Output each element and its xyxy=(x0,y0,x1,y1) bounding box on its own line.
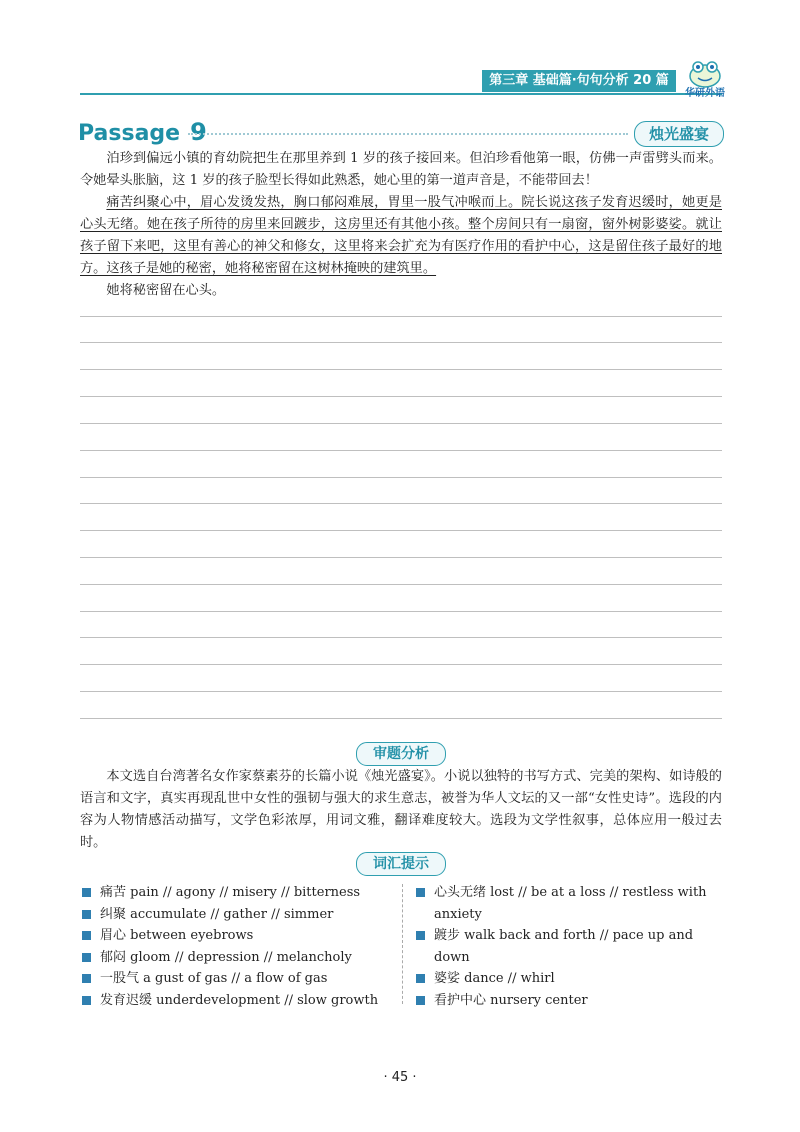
square-bullet-icon xyxy=(416,974,425,983)
writing-line[interactable] xyxy=(80,342,722,343)
writing-line[interactable] xyxy=(80,369,722,370)
square-bullet-icon xyxy=(416,888,425,897)
page-number: · 45 · xyxy=(383,1070,417,1085)
paragraph-2 xyxy=(80,192,722,280)
vocab-item: 婆娑 dance // whirl xyxy=(414,968,724,990)
vocab-item: 看护中心 nursery center xyxy=(414,990,724,1012)
square-bullet-icon xyxy=(416,996,425,1005)
writing-line[interactable] xyxy=(80,396,722,397)
writing-line[interactable] xyxy=(80,316,722,317)
vocab-item: 发育迟缓 underdevelopment // slow growth xyxy=(80,990,400,1012)
vocab-item: 心头无绪 lost // be at a loss // restless with anxiety xyxy=(414,882,724,925)
logo-text: 华研外语 xyxy=(685,88,725,99)
paragraph-2-underlined: 痛苦纠聚心中，眉心发烫发热，胸口郁闷难展，胃里一股气冲喉而上。 xyxy=(106,195,522,210)
writing-line[interactable] xyxy=(80,450,722,451)
writing-line[interactable] xyxy=(80,691,722,692)
vocab-item: 踱步 walk back and forth // pace up and down xyxy=(414,925,724,968)
vocab-item: 眉心 between eyebrows xyxy=(80,925,400,947)
square-bullet-icon xyxy=(82,996,91,1005)
chapter-header: 第三章 基础篇·句句分析 20 篇 xyxy=(482,70,676,92)
writing-line[interactable] xyxy=(80,664,722,665)
passage-subtitle: 烛光盛宴 xyxy=(634,121,724,147)
square-bullet-icon xyxy=(82,953,91,962)
header-rule xyxy=(80,93,722,95)
paragraph-3: 她将秘密留在心头。 xyxy=(106,283,226,298)
vocab-item: 纠聚 accumulate // gather // simmer xyxy=(80,904,400,926)
writing-line[interactable] xyxy=(80,718,722,719)
square-bullet-icon xyxy=(82,974,91,983)
writing-line[interactable] xyxy=(80,557,722,558)
square-bullet-icon xyxy=(416,931,425,940)
analysis-title: 审题分析 xyxy=(356,742,446,766)
writing-line[interactable] xyxy=(80,503,722,504)
square-bullet-icon xyxy=(82,910,91,919)
writing-line[interactable] xyxy=(80,530,722,531)
paragraph-1: 泊珍到偏远小镇的育幼院把生在那里养到 1 岁的孩子接回来。但泊珍看他第一眼，仿佛一声雷劈头而来。令她晕头胀脑，这 1 岁的孩子脸型长得如此熟悉，她心里的第一道声音是，不能带回去！ xyxy=(80,151,722,188)
writing-line[interactable] xyxy=(80,477,722,478)
square-bullet-icon xyxy=(82,931,91,940)
vocab-list-right xyxy=(414,882,724,1011)
writing-line[interactable] xyxy=(80,611,722,612)
passage-title xyxy=(78,118,207,146)
analysis-text: 本文选自台湾著名女作家蔡素芬的长篇小说《烛光盛宴》。小说以独特的书写方式、完美的架构、如诗般的语言和文字，真实再现乱世中女性的强韧与强大的求生意志，被誉为华人文坛的又一部“女性史诗”。选段的内容为人物情感活动描写，文学色彩浓厚，用词文雅，翻译难度较大。选段为文学性叙事，总体应用一般过去时。 xyxy=(80,769,722,850)
passage-number: 9 xyxy=(190,118,207,146)
writing-line[interactable] xyxy=(80,637,722,638)
writing-line[interactable] xyxy=(80,584,722,585)
title-dotted-rule xyxy=(188,133,628,135)
passage-label: Passage xyxy=(78,121,181,146)
writing-line[interactable] xyxy=(80,423,722,424)
paragraph-2-rest: 院长说这孩子发育迟缓时，她更是心头无绪。她在孩子所待的房里来回踱步，这房里还有其他小孩。整个房间只有一扇窗，窗外树影婆娑。就让孩子留下来吧，这里有善心的神父和修女，这里将来会扩充为有医疗作用的看护中心，这是留住孩子最好的地方。这孩子是她的秘密，她将秘密留在这树林掩映的建筑里。 xyxy=(80,195,722,276)
vocab-item: 一股气 a gust of gas // a flow of gas xyxy=(80,968,400,990)
vocab-divider xyxy=(402,884,403,1004)
vocab-item: 郁闷 gloom // depression // melancholy xyxy=(80,947,400,969)
square-bullet-icon xyxy=(82,888,91,897)
vocab-list-left xyxy=(80,882,400,1011)
vocab-title: 词汇提示 xyxy=(356,852,446,876)
vocab-item: 痛苦 pain // agony // misery // bitterness xyxy=(80,882,400,904)
